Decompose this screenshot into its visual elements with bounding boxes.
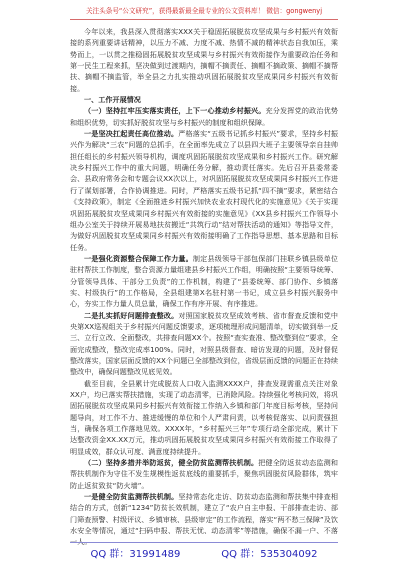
section-heading bbox=[70, 94, 338, 105]
footer bbox=[70, 548, 338, 562]
header-divider bbox=[70, 19, 338, 20]
subsection-paragraph-2 bbox=[70, 457, 338, 491]
footer-qq-group-1: QQ 群：31991489 bbox=[90, 549, 181, 560]
subsection-title-2: （二）坚持多措并举防返贫，健全防贫监测帮扶机制。 bbox=[84, 458, 259, 468]
paragraph-text-2: 制定县级领导干部包保部门挂联乡镇县级单位驻村帮扶工作制度，整合资源力量组建县乡村振兴工作组，明确按照“主要领导统筹、分管领导具体、干部分工负责”的工作机制，构建了“县委统筹、部门协作、乡镇落实、村级执行”的工作格局，全县组建第X名驻村第一书记，成立县乡村振兴服务中心，夯实工作力量人员总量，确保工作有序开展、有序推进。 bbox=[70, 253, 338, 309]
subsection-paragraph-1 bbox=[70, 105, 338, 128]
paragraph-text-3: 对照国家脱贫攻坚成效考核、省市督查反馈和党中央第XX巡视组关于乡村振兴问题反馈要求，逐项梳理形成问题清单，切实做到举一反三、立行立改、全面整改，共排查问题XX个。按照“查实查准、整改整到位”要求，全面完成整改，整改完成率100%。同时，对照县级督查、暗访发现的问题，及时督促整改落实，国家层面反馈的XX个问题已全部整改到位，省级层面反馈的问题正在持续整改中，确保问题整改见底见效。 bbox=[70, 310, 338, 377]
paragraph-text-1: 严格落实“五级书记抓乡村振兴”要求，坚持乡村振兴作为解决“三农”问题的总抓手，在全面率先成立了以县四大班子主要领导亲自挂帅担任组长的乡村振兴领导机构，调度巩固拓展脱贫攻坚成果和乡村振兴工作。研究解决乡村振兴工作中的重大问题，明确任务分解，推动责任落实。先后召开县委常委会、县政府常务会和专题会议XX次以上，对巩固拓展脱贫攻坚成果同乡村振兴工作进行了谋划部署，合作协调推进。同时，严格落实五级书记抓“四不摘”要求，紧密结合《支持政策》，制定《全面推进乡村振兴加快农业农村现代化的实施意见》《关于实现巩固拓展脱贫攻坚成果同乡村振兴有效衔接的实施意见》《XX县乡村振兴工作领导小组办公室关于持续开展易地扶贫搬迁“共筑行动”结对帮扶活动的通知》等指导文件，为做好巩固脱贫攻坚成果同乡村振兴有效衔接明确了工作指导思想、基本思路和目标任务。 bbox=[70, 129, 339, 252]
subsection-text-2: 把健全防返贫动态监测和帮扶机制作为守住不发生规模性返贫底线的重要抓手，聚焦巩固脱贫风险群体，筑牢防止返贫致贫“防火墙”。 bbox=[70, 458, 338, 490]
paragraph-monitoring bbox=[70, 491, 338, 548]
document-body bbox=[70, 26, 338, 548]
paragraph-lead-1: 一是坚决扛起责任高位推动。 bbox=[84, 129, 179, 139]
footer-qq-group-2: QQ 群：535304092 bbox=[221, 549, 318, 560]
paragraph-resources bbox=[70, 253, 338, 310]
subsection-title-1: （一）坚持扛牢压实落实责任，上下一心推动乡村振兴。 bbox=[84, 106, 266, 116]
paragraph-text-5: 坚持常态化走访、防贫动态监测和帮扶集中排查相结合的方式，创新“1234”防贫长效机制，建立了“农户自主申报、干部排查走访、部门筛查预警、村级评议、乡镇审核、县级审定”的工作流程，落实“两不愁三保障”及饮水安全等情况，通过“扫码申报、帮扶无忧、动态清零”等措施，确保不漏一户、不落一人。 bbox=[70, 492, 338, 547]
header-banner: 关注头条号“公文研究”，获得最新最全最专业的公文资料库！ 微信：gongwenyj bbox=[85, 7, 323, 15]
paragraph-responsibility bbox=[70, 128, 338, 253]
paragraph-lead-3: 二是扎实抓好问题排查整改。 bbox=[84, 310, 179, 320]
paragraph-rectification bbox=[70, 310, 338, 378]
subsection-text-1: 充分发挥党的政治优势和组织优势，切实抓好脱贫攻坚与乡村振兴的制度和组织保障。 bbox=[70, 106, 338, 127]
footer-divider bbox=[70, 542, 338, 543]
paragraph-lead-2: 一是强化资源整合保障工作力量。 bbox=[84, 253, 193, 263]
section-title: 一、工作开展情况 bbox=[84, 95, 141, 105]
intro-paragraph: 今年以来，我县深入贯彻落实XXX关于稳固拓展脱贫攻坚成果与乡村振兴有效衔接的系列重要讲话精神，以压力不减、力度不减、热情不减的精神状态自我加压，乘势而上，一以贯之推稳固拓展脱贫攻坚成果与乡村振兴有效衔接作为重要政治任务和第一民生工程来抓，坚决做到过渡期内，摘帽不摘责任、摘帽不摘政策、摘帽不摘帮扶、摘帽不摘监管，举全县之力扎实推动巩固拓展脱贫攻坚成果同乡村振兴有效衔接。 bbox=[70, 27, 338, 93]
paragraph-results: 截至目前，全县累计完成脱贫人口收入监测XXXX户，排查发现需重点关注对象XX户，均已落实帮扶措施，实现了动态清零，已消除风险。持续强化考核问效，将巩固拓展脱贫攻坚成果同乡村振兴有效衔接工作纳入乡镇和部门年度目标考核，坚持问题导向，对工作不力、推进缓慢的单位和个人严肃问责，以考核促落实、以问责强担当，确保各项工作落地见效。XXXX年，“乡村振兴三年”专项行动全部完成，累计下达整改资金XX.XX万元，推动巩固拓展脱贫攻坚成果同乡村振兴有效衔接工作取得了明显成效，群众认可度、满意度持续提升。 bbox=[70, 378, 338, 456]
paragraph-lead-5: 一是健全防贫监测帮扶机制。 bbox=[84, 492, 179, 502]
